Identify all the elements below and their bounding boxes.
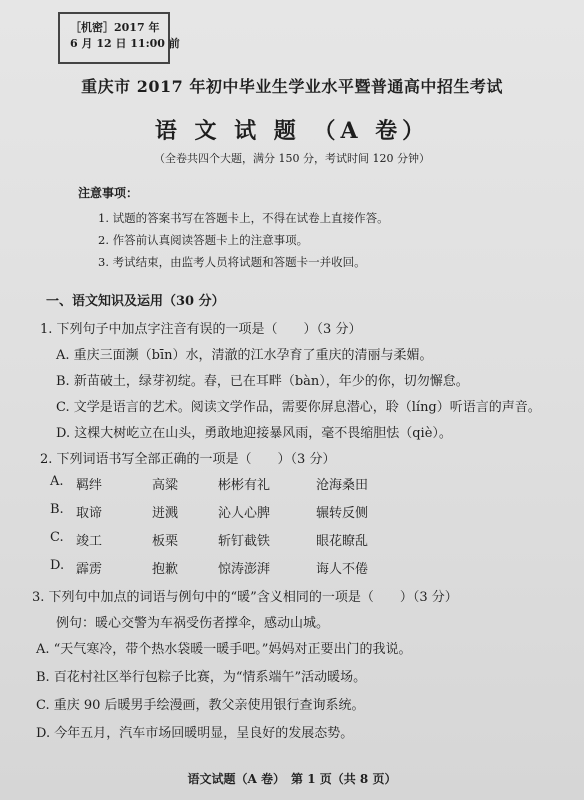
option-word: 羁绊 [76, 478, 103, 493]
notice-item: 2. 作答前认真阅读答题卡上的注意事项。 [98, 233, 309, 247]
option-word: 彬彬有礼 [218, 478, 271, 493]
stamp-line-1: ［机密］2017 年 [70, 21, 160, 34]
question-1-option-c: C. 文学是语言的艺术。阅读文学作品，需要你屏息潜心，聆（líng）听语言的声音。 [56, 400, 541, 415]
question-1-option-a: A. 重庆三面濒（bīn）水，清澈的江水孕育了重庆的清丽与柔媚。 [56, 348, 433, 363]
option-word: 取谛 [76, 506, 103, 521]
notice-heading: 注意事项： [78, 186, 139, 200]
confidential-stamp [58, 12, 180, 64]
option-letter: C. [50, 530, 64, 545]
option-word: 板栗 [152, 534, 179, 549]
option-word: 辗转反侧 [316, 506, 369, 521]
notice-item: 3. 考试结束，由监考人员将试题和答题卡一并收回。 [98, 255, 366, 269]
option-word: 惊涛澎湃 [218, 562, 271, 577]
option-letter: B. [50, 502, 64, 517]
notice-item: 1. 试题的答案书写在答题卡上，不得在试卷上直接作答。 [98, 211, 389, 225]
subject-title: 语 文 试 题 （A 卷） [154, 118, 430, 144]
option-word: 高粱 [152, 478, 179, 493]
question-3-example: 例句：暖心交警为车祸受伤者撑伞，感动山城。 [56, 616, 330, 631]
option-word: 沧海桑田 [316, 478, 369, 493]
question-3-stem: 3. 下列句中加点的词语与例句中的“暖”含义相同的一项是（ ）（3 分） [32, 590, 458, 605]
option-word: 迸溅 [152, 506, 179, 521]
question-3-option-c: C. 重庆 90 后暖男手绘漫画，教父亲使用银行查询系统。 [36, 698, 365, 713]
option-word: 竣工 [76, 534, 103, 549]
question-1-stem: 1. 下列句子中加点字注音有误的一项是（ ）（3 分） [40, 322, 362, 337]
question-3-option-a: A. “天气寒冷，带个热水袋暖一暖手吧。”妈妈对正要出门的我说。 [36, 642, 412, 657]
section-heading: 一、语文知识及运用（30 分） [46, 294, 225, 309]
exam-title: 重庆市 2017 年初中毕业生学业水平暨普通高中招生考试 [81, 77, 503, 96]
option-word: 斩钉截铁 [218, 534, 271, 549]
question-1-option-d: D. 这棵大树屹立在山头，勇敢地迎接暴风雨，毫不畏缩胆怯（qiè）。 [56, 426, 452, 441]
page-footer: 语文试题（A 卷） 第 1 页（共 8 页） [187, 772, 397, 786]
option-letter: D. [50, 558, 65, 573]
option-word: 沁人心脾 [218, 506, 271, 521]
option-letter: A. [50, 474, 64, 489]
exam-note: （全卷共四个大题，满分 150 分，考试时间 120 分钟） [154, 152, 430, 165]
option-word: 霹雳 [76, 562, 103, 577]
question-3-option-b: B. 百花村社区举行包粽子比赛，为“情系端午”活动暖场。 [36, 670, 367, 685]
question-3-option-d: D. 今年五月，汽车市场回暖明显，呈良好的发展态势。 [36, 726, 354, 741]
stamp-line-2: 6 月 12 日 11:00 前 [70, 37, 180, 50]
question-1-option-b: B. 新苗破土，绿芽初绽。春，已在耳畔（bàn），年少的你，切勿懈怠。 [56, 374, 469, 389]
option-word: 抱歉 [152, 562, 179, 577]
option-word: 诲人不倦 [316, 562, 369, 577]
option-word: 眼花瞭乱 [316, 534, 369, 549]
question-2-stem: 2. 下列词语书写全部正确的一项是（ ）（3 分） [40, 452, 336, 467]
